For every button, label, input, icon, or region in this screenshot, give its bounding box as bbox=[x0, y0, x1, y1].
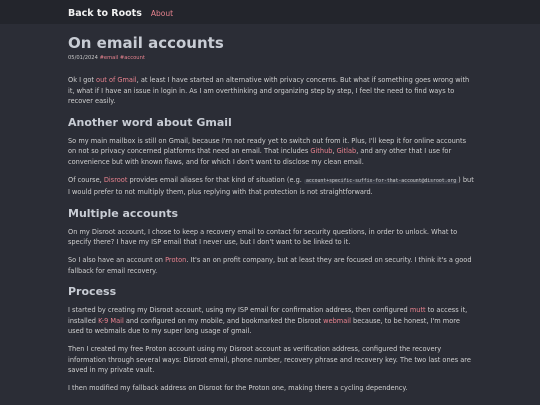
nav-about-link[interactable]: About bbox=[150, 8, 174, 18]
tag-account-link[interactable]: #account bbox=[119, 55, 145, 61]
alias-example-code: account+specific-suffix-for-that-account@disroot.org bbox=[305, 178, 457, 184]
disroot-link[interactable]: Disroot bbox=[103, 175, 128, 184]
post-date: 05/01/2024 bbox=[68, 55, 98, 61]
process-paragraph-3: I then modified my fallback address on Disroot for the Proton one, making there a cycling dependency. bbox=[68, 383, 408, 392]
process-paragraph-1: I started by creating my Disroot account, using my ISP email for confirmation address, then configured mutt to access it, installed K-9 Mail and configured on my mobile, and bookmarked the Disroot webmail because, to be honest, I'm more used to webmails due to my super long usage of gmail. bbox=[68, 306, 468, 336]
out-of-gmail-link[interactable]: out of Gmail bbox=[96, 76, 137, 84]
article bbox=[68, 24, 474, 400]
tag-email-link[interactable]: #email bbox=[99, 55, 119, 61]
webmail-link[interactable]: webmail bbox=[323, 316, 351, 325]
k9-mail-link[interactable]: K-9 Mail bbox=[98, 316, 124, 325]
site-brand-link[interactable]: Back to Roots bbox=[68, 7, 142, 19]
gmail-paragraph-2: Of course, Disroot provides email aliases for that kind of situation (e.g. account+specific-suffix-for-that-account@disroot.org ) but I would prefer to not multiply them, plus replying with that protection is not straightforward. bbox=[68, 175, 474, 197]
section-heading-gmail: Another word about Gmail bbox=[68, 115, 232, 129]
post-meta bbox=[68, 55, 474, 61]
process-paragraph-2: Then I created my free Proton account using my Disroot account as verification address, configured the recovery information through several ways: Disroot email, phone number, recovery phrase and recovery key. The two last ones are saved in my private vault. bbox=[68, 344, 471, 375]
gmail-paragraph-1: So my main mailbox is still on Gmail, because I'm not ready yet to switch out from it. Plus, I'll keep it for online accounts on not so privacy concerned platforms that need an email. That includes Github, Gitlab, and any other that I use for convenience but with known flaws, and for which I don't want to disclose my clean email. bbox=[68, 136, 467, 166]
section-heading-process: Process bbox=[68, 285, 117, 299]
intro-paragraph: Ok I got out of Gmail, at least I have started an alternative with privacy concerns. But what if something goes wrong with it, what if I have an issue in login in. As I am overthinking and organizing step by step, I feel the need to find ways to recover easily. bbox=[68, 76, 470, 106]
github-link[interactable]: Github bbox=[310, 147, 333, 156]
top-nav bbox=[0, 0, 540, 24]
mutt-link[interactable]: mutt bbox=[409, 306, 426, 315]
gitlab-link[interactable]: Gitlab bbox=[336, 147, 357, 156]
accounts-paragraph-2: So I also have an account on Proton. It's an on profit company, but at least they are focused on security. I think it's a good fallback for email recovery. bbox=[68, 255, 472, 275]
section-heading-multiple-accounts: Multiple accounts bbox=[68, 206, 178, 220]
page-title: On email accounts bbox=[68, 34, 224, 52]
proton-link[interactable]: Proton bbox=[165, 255, 187, 264]
accounts-paragraph-1: On my Disroot account, I chose to keep a recovery email to contact for security questions, in order to unlock. What to specify there? I have my ISP email that I never use, but I don't want to be linked to it. bbox=[68, 227, 458, 247]
